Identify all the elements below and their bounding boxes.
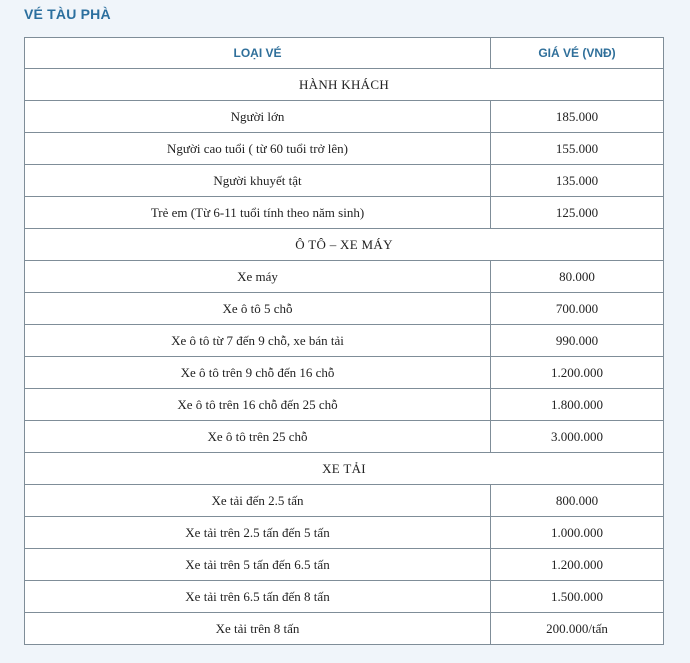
header-ticket-type: LOẠI VÉ xyxy=(25,38,491,69)
ticket-price-cell: 3.000.000 xyxy=(491,421,664,453)
ticket-price-cell: 700.000 xyxy=(491,293,664,325)
ticket-price-cell: 185.000 xyxy=(491,101,664,133)
ticket-type-cell: Người cao tuổi ( từ 60 tuổi trở lên) xyxy=(25,133,491,165)
section-title: XE TẢI xyxy=(25,453,664,485)
ticket-type-cell: Xe tải đến 2.5 tấn xyxy=(25,485,491,517)
table-row xyxy=(25,389,664,421)
table-row xyxy=(25,517,664,549)
section-row-cars-motorbikes xyxy=(25,229,664,261)
table-row xyxy=(25,133,664,165)
ticket-type-cell: Người lớn xyxy=(25,101,491,133)
ticket-type-cell: Xe tải trên 2.5 tấn đến 5 tấn xyxy=(25,517,491,549)
ticket-price-cell: 1.500.000 xyxy=(491,581,664,613)
ticket-price-cell: 1.200.000 xyxy=(491,357,664,389)
ticket-type-cell: Xe máy xyxy=(25,261,491,293)
table-row xyxy=(25,581,664,613)
section-title: HÀNH KHÁCH xyxy=(25,69,664,101)
table-row xyxy=(25,325,664,357)
header-ticket-price: GIÁ VÉ (VNĐ) xyxy=(491,38,664,69)
ticket-type-cell: Xe ô tô trên 9 chỗ đến 16 chỗ xyxy=(25,357,491,389)
ticket-type-cell: Xe tải trên 5 tấn đến 6.5 tấn xyxy=(25,549,491,581)
ticket-type-cell: Người khuyết tật xyxy=(25,165,491,197)
table-row xyxy=(25,613,664,645)
table-row xyxy=(25,357,664,389)
table-row xyxy=(25,485,664,517)
table-row xyxy=(25,261,664,293)
ticket-price-cell: 80.000 xyxy=(491,261,664,293)
ticket-type-cell: Xe tải trên 6.5 tấn đến 8 tấn xyxy=(25,581,491,613)
ticket-price-cell: 125.000 xyxy=(491,197,664,229)
ticket-price-cell: 1.800.000 xyxy=(491,389,664,421)
ticket-type-cell: Xe ô tô trên 25 chỗ xyxy=(25,421,491,453)
ticket-type-cell: Xe ô tô trên 16 chỗ đến 25 chỗ xyxy=(25,389,491,421)
ticket-price-cell: 990.000 xyxy=(491,325,664,357)
section-row-passengers xyxy=(25,69,664,101)
table-row xyxy=(25,101,664,133)
ticket-price-cell: 800.000 xyxy=(491,485,664,517)
ticket-type-cell: Xe tải trên 8 tấn xyxy=(25,613,491,645)
ticket-price-cell: 135.000 xyxy=(491,165,664,197)
section-row-trucks xyxy=(25,453,664,485)
table-row xyxy=(25,549,664,581)
ticket-type-cell: Xe ô tô 5 chỗ xyxy=(25,293,491,325)
ticket-price-cell: 1.000.000 xyxy=(491,517,664,549)
section-title: Ô TÔ – XE MÁY xyxy=(25,229,664,261)
table-row xyxy=(25,293,664,325)
table-row xyxy=(25,165,664,197)
fare-table xyxy=(24,37,664,645)
ticket-type-cell: Trẻ em (Từ 6-11 tuổi tính theo năm sinh) xyxy=(25,197,491,229)
page-title: VÉ TÀU PHÀ xyxy=(24,6,111,22)
ticket-price-cell: 155.000 xyxy=(491,133,664,165)
ticket-price-cell: 200.000/tấn xyxy=(491,613,664,645)
table-header-row xyxy=(25,38,664,69)
ticket-price-cell: 1.200.000 xyxy=(491,549,664,581)
ticket-type-cell: Xe ô tô từ 7 đến 9 chỗ, xe bán tải xyxy=(25,325,491,357)
table-row xyxy=(25,197,664,229)
table-row xyxy=(25,421,664,453)
